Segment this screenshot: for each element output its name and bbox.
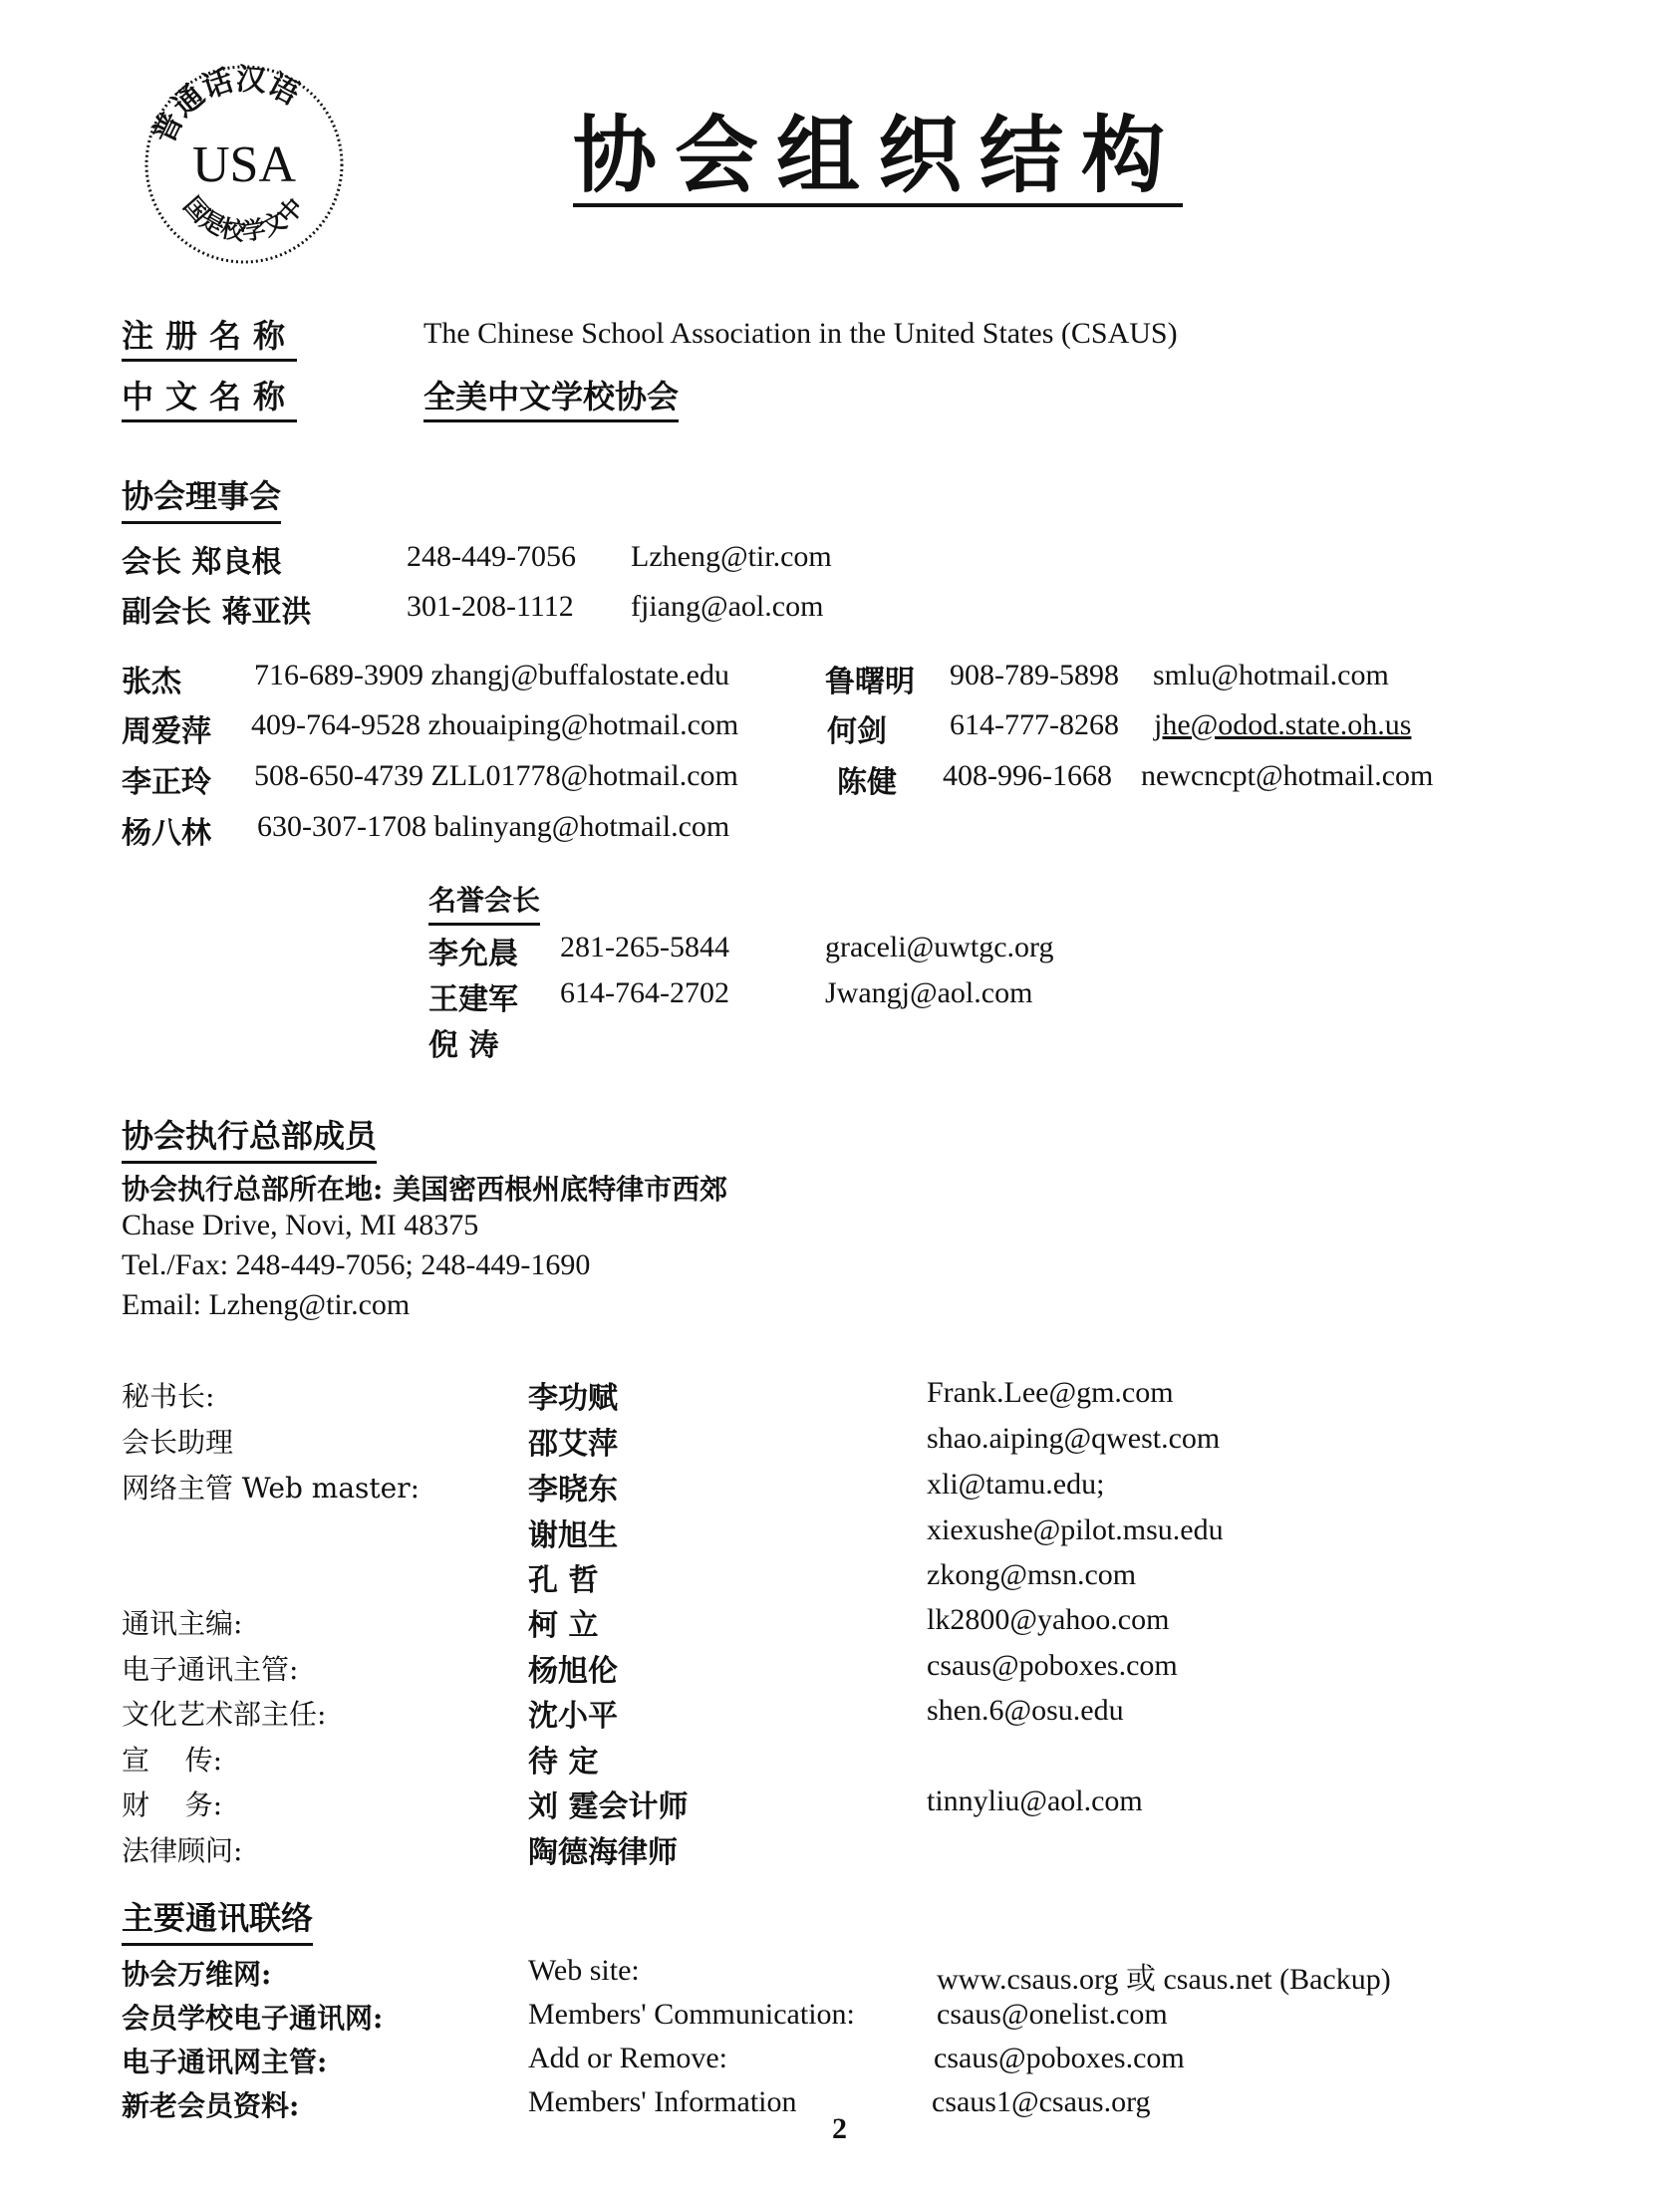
contact-type: Members' Information: [528, 2085, 797, 2118]
vice-president-phone: 301-208-1112: [407, 590, 574, 623]
hq-address-cn: 协会执行总部所在地: 美国密西根州底特律市西郊: [122, 1173, 728, 1206]
staff-role: 文化艺术部主任:: [122, 1698, 327, 1731]
contact-label: 新老会员资料:: [122, 2089, 300, 2122]
contact-value-link[interactable]: csaus@onelist.com: [937, 1998, 1168, 2031]
vice-president-role: 副会长 蒋亚洪: [122, 595, 312, 630]
honorary-heading: 名誉会长: [428, 879, 540, 926]
board-member-name: 张杰: [122, 665, 181, 699]
contact-value-link[interactable]: www.csaus.org 或 csaus.net (Backup): [937, 1963, 1391, 1996]
executive-heading: 协会执行总部成员: [122, 1111, 377, 1164]
staff-email[interactable]: csaus@poboxes.com: [927, 1649, 1178, 1682]
honorary-member-email[interactable]: Jwangj@aol.com: [825, 976, 1033, 1009]
staff-name: 谢旭生: [528, 1518, 618, 1553]
staff-role: 网络主管 Web master:: [122, 1472, 420, 1505]
board-member-email[interactable]: smlu@hotmail.com: [1153, 659, 1389, 691]
contact-value-link[interactable]: csaus1@csaus.org: [932, 2085, 1151, 2118]
staff-name: 待 定: [528, 1745, 599, 1780]
hq-email: Email: Lzheng@tir.com: [122, 1288, 411, 1321]
staff-email[interactable]: Frank.Lee@gm.com: [927, 1376, 1174, 1409]
staff-name: 柯 立: [528, 1608, 599, 1643]
contacts-heading: 主要通讯联络: [122, 1893, 313, 1946]
chinese-name-value: 全美中文学校协会: [423, 372, 679, 422]
registered-name-value: The Chinese School Association in the United States (CSAUS): [423, 317, 1178, 350]
seal-bottom-text: 国是校学文中: [177, 190, 310, 247]
board-heading: 协会理事会: [122, 471, 281, 524]
staff-email[interactable]: shen.6@osu.edu: [927, 1694, 1124, 1727]
honorary-member-name: 李允晨: [428, 937, 518, 971]
honorary-member-name: 倪 涛: [428, 1028, 499, 1063]
staff-name: 孔 哲: [528, 1563, 599, 1598]
board-member-name: 陈健: [837, 765, 897, 800]
contact-type: Add or Remove:: [528, 2042, 727, 2074]
contact-label: 电子通讯网主管:: [122, 2046, 328, 2078]
board-member-email[interactable]: newcncpt@hotmail.com: [1141, 759, 1434, 792]
staff-name: 陶德海律师: [528, 1835, 678, 1870]
president-phone: 248-449-7056: [407, 540, 576, 573]
board-member-contact: 409-764-9528 zhouaiping@hotmail.com: [251, 708, 739, 741]
staff-email[interactable]: shao.aiping@qwest.com: [927, 1422, 1221, 1455]
board-member-phone: 614-777-8268: [950, 708, 1119, 741]
honorary-member-phone: 614-764-2702: [560, 976, 729, 1009]
staff-email[interactable]: tinnyliu@aol.com: [927, 1784, 1143, 1817]
honorary-member-email[interactable]: graceli@uwtgc.org: [825, 931, 1054, 963]
president-role: 会长 郑良根: [122, 545, 282, 580]
staff-name: 刘 霆会计师: [528, 1789, 689, 1824]
contact-type: Web site:: [528, 1954, 640, 1987]
board-member-name: 杨八林: [122, 816, 211, 851]
staff-role: 宣 传:: [122, 1744, 223, 1777]
staff-role: 会长助理: [122, 1426, 234, 1459]
contact-value-link[interactable]: csaus@poboxes.com: [934, 2042, 1185, 2074]
svg-text:国是校学文中: [178, 191, 310, 247]
vice-president-email[interactable]: fjiang@aol.com: [631, 590, 824, 623]
staff-name: 邵艾萍: [528, 1427, 618, 1462]
contact-label: 协会万维网:: [122, 1958, 272, 1991]
staff-name: 李晓东: [528, 1473, 618, 1507]
staff-role: 财 务:: [122, 1788, 223, 1821]
association-seal-logo: [140, 60, 349, 269]
seal-center-text: USA: [191, 137, 297, 193]
board-member-email-link[interactable]: jhe@odod.state.oh.us: [1154, 708, 1412, 741]
board-member-phone: 908-789-5898: [950, 659, 1119, 691]
hq-address-en: Chase Drive, Novi, MI 48375: [122, 1209, 479, 1241]
staff-name: 杨旭伦: [528, 1654, 618, 1689]
board-member-contact: 630-307-1708 balinyang@hotmail.com: [257, 810, 730, 843]
staff-email[interactable]: xli@tamu.edu;: [927, 1468, 1105, 1501]
staff-email[interactable]: lk2800@yahoo.com: [927, 1603, 1170, 1636]
board-member-phone: 408-996-1668: [943, 759, 1112, 792]
registered-name-label: 注册名称: [122, 311, 297, 362]
staff-role: 电子通讯主管:: [122, 1653, 299, 1686]
contact-label: 会员学校电子通讯网:: [122, 2002, 384, 2035]
board-member-name: 李正玲: [122, 765, 211, 800]
honorary-member-phone: 281-265-5844: [560, 931, 729, 963]
page-title: 协会组织结构: [573, 108, 1183, 207]
staff-role: 法律顾问:: [122, 1834, 243, 1867]
honorary-member-name: 王建军: [428, 982, 518, 1017]
board-member-name: 鲁曙明: [825, 665, 915, 699]
page-number: 2: [832, 2112, 847, 2145]
staff-name: 沈小平: [528, 1699, 618, 1734]
chinese-name-label: 中文名称: [122, 372, 297, 422]
staff-email[interactable]: xiexushe@pilot.msu.edu: [927, 1513, 1224, 1546]
staff-role: 通讯主编:: [122, 1607, 243, 1640]
staff-role: 秘书长:: [122, 1380, 215, 1413]
board-member-name: 周爱萍: [122, 714, 211, 749]
seal-top-text: 普通话汉语: [145, 62, 305, 149]
board-member-contact: 508-650-4739 ZLL01778@hotmail.com: [254, 759, 738, 792]
hq-telfax: Tel./Fax: 248-449-7056; 248-449-1690: [122, 1248, 591, 1281]
board-member-name: 何剑: [827, 714, 887, 749]
president-email[interactable]: Lzheng@tir.com: [631, 540, 832, 573]
staff-name: 李功赋: [528, 1381, 618, 1416]
staff-email[interactable]: zkong@msn.com: [927, 1558, 1137, 1591]
board-member-contact: 716-689-3909 zhangj@buffalostate.edu: [254, 659, 729, 691]
contact-type: Members' Communication:: [528, 1998, 855, 2031]
